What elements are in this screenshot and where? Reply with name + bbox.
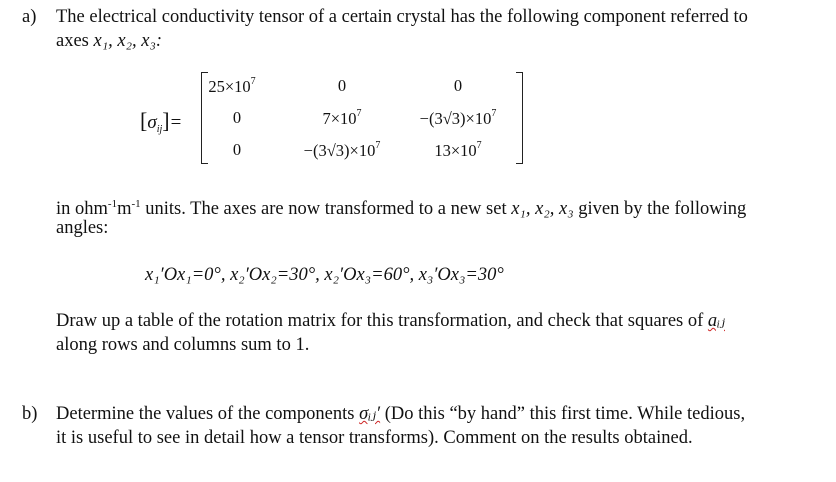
matrix-cell-r3c1: 0 (232, 140, 242, 159)
part-b-marker: b) (22, 404, 38, 424)
axes-prefix: axes (56, 31, 94, 51)
matrix-cell-r2c2: $7\times 10^7$ (322, 108, 362, 128)
matrix-left-bracket (201, 72, 208, 164)
matrix-cell-r1c1: $25\times 10^7$ (208, 76, 256, 96)
sigma-subscript: ij (156, 124, 163, 135)
part-a-line1: The electrical conductivity tensor of a certain crystal has the following component referred to (56, 7, 748, 27)
sigma-symbol: σ (147, 112, 157, 133)
matrix-cell-r3c2: $-(3√3)\times 10^7$ (303, 140, 381, 160)
conductivity-matrix (140, 72, 540, 172)
units-line2: angles: (56, 218, 109, 238)
task-line1: Draw up a table of the rotation matrix for this transformation, and check that squares of aᵢⱼ (56, 311, 725, 331)
matrix-cell-r3c3: $13\times 10^7$ (434, 140, 482, 160)
part-b-line2: it is useful to see in detail how a tensor transforms). Comment on the results obtained. (56, 428, 693, 448)
axes-list: x₁, x₂, x₃: (93, 31, 163, 51)
part-b-line1: Determine the values of the components σᵢⱼ′ (Do this “by hand” this first time. While tedious, (56, 404, 746, 424)
units-line1: in $ohm^{-1}m^{-1}$ units. The axes are now transformed to a new set x₁, x₂, x₃ given by the following (56, 198, 747, 220)
matrix-lhs: $[\sigma_{ij}]=$ (140, 108, 182, 135)
matrix-cell-r2c1: 0 (232, 108, 242, 127)
part-a-line2 (56, 29, 162, 53)
matrix-cell-r2c3: $-(3√3)\times 10^7$ (419, 108, 497, 128)
matrix-cell-r1c3: 0 (453, 76, 463, 95)
angles-line: x₁′Ox₁=0°, x₂′Ox₂=30°, x₂′Ox₃=60°, x₃′Ox₃=30° (145, 265, 504, 285)
task-line2: along rows and columns sum to 1. (56, 335, 310, 355)
aij-term: aᵢⱼ (707, 311, 725, 331)
matrix-right-bracket (516, 72, 523, 164)
matrix-cell-r1c2: 0 (337, 76, 347, 95)
sigma-prime-term: σᵢⱼ′ (359, 404, 381, 424)
part-a-marker: a) (22, 7, 37, 27)
